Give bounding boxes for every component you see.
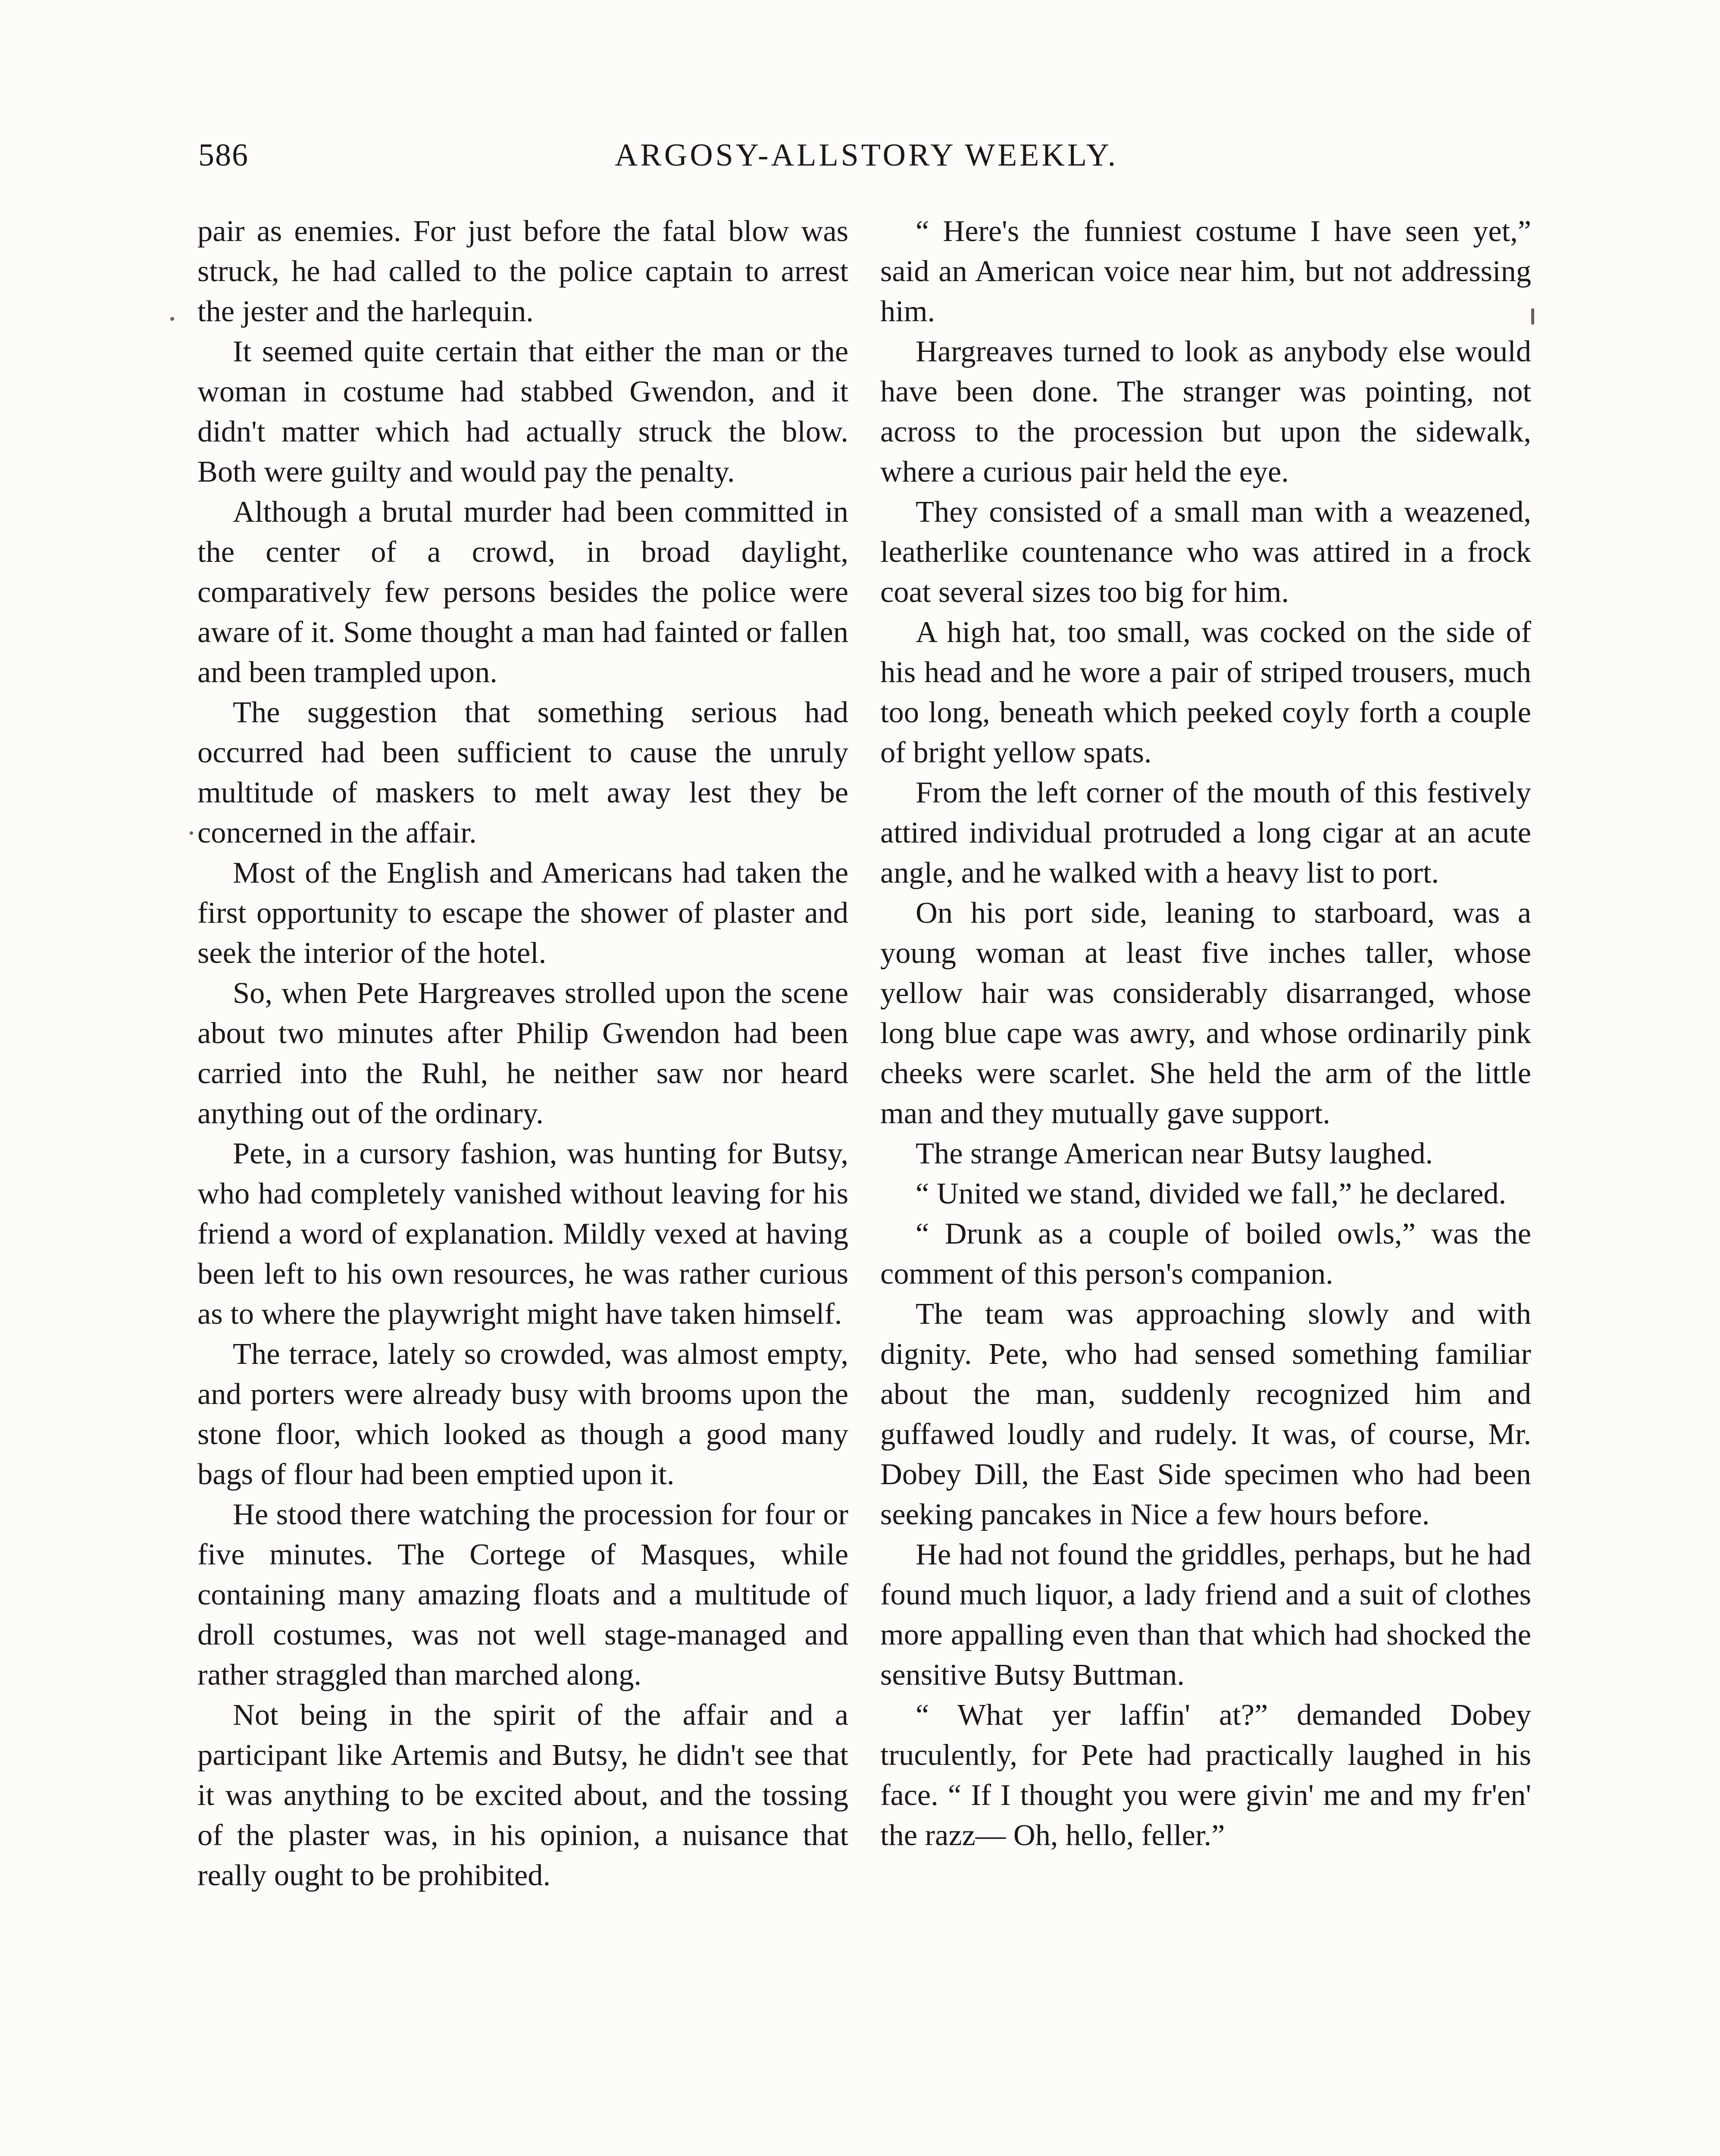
paragraph: The team was approaching slowly and with dignity. Pete, who had sensed something familiar about the man, suddenly recognized him and guffawed loudly and rudely. It was, of course, Mr. Dobey Dill, the East Side specimen who had been seeking pancakes in Nice a few hours before. [880, 1297, 1531, 1531]
paragraph: Not being in the spirit of the affair and a participant like Artemis and Butsy, he didn't see that it was anything to be excited about, and the tossing of the plaster was, in his opinion, a nuisance that really ought to be prohibited. [197, 1698, 848, 1892]
paragraph: They consisted of a small man with a weazened, leatherlike countenance who was attired in a frock coat several sizes too big for him. [880, 495, 1531, 609]
text-column-left [197, 211, 848, 1896]
ink-speck [170, 317, 174, 321]
page-number: 586 [198, 138, 249, 173]
paragraph: Although a brutal murder had been committed in the center of a crowd, in broad daylight, comparatively few persons besides the police were aware of it. Some thought a man had fainted or fallen and been trampled upon. [197, 495, 848, 689]
ink-speck [1531, 308, 1534, 325]
paragraph: The terrace, lately so crowded, was almost empty, and porters were already busy with brooms upon the stone floor, which looked as though a good many bags of flour had been emptied upon it. [197, 1337, 848, 1491]
page-header [198, 129, 1535, 181]
paragraph: A high hat, too small, was cocked on the side of his head and he wore a pair of striped trousers, much too long, beneath which peeked coyly forth a couple of bright yellow spats. [880, 615, 1531, 769]
paragraph: Most of the English and Americans had taken the first opportunity to escape the shower of plaster and seek the interior of the hotel. [197, 856, 848, 970]
running-head: ARGOSY-ALLSTORY WEEKLY. [614, 138, 1119, 173]
paragraph: It seemed quite certain that either the man or the woman in costume had stabbed Gwendon, and it didn't matter which had actually struck the blow. Both were guilty and would pay the penalty. [197, 335, 848, 489]
paragraph: “ Here's the funniest costume I have seen yet,” said an American voice near him, but not addressing him. [880, 214, 1531, 328]
paragraph: He had not found the griddles, perhaps, but he had found much liquor, a lady friend and a suit of clothes more appalling even than that which had shocked the sensitive Butsy Buttman. [880, 1538, 1531, 1692]
paragraph: pair as enemies. For just before the fatal blow was struck, he had called to the police captain to arrest the jester and the harlequin. [197, 214, 848, 328]
paragraph: “ United we stand, divided we fall,” he declared. [916, 1177, 1507, 1210]
paragraph: So, when Pete Hargreaves strolled upon the scene about two minutes after Philip Gwendon had been carried into the Ruhl, he neither saw nor heard anything out of the ordinary. [197, 976, 848, 1130]
paragraph: He stood there watching the procession for four or five minutes. The Cortege of Masques, while containing many amazing floats and a multitude of droll costumes, was not well stage-managed and rather straggled than marched along. [197, 1498, 848, 1692]
paragraph: From the left corner of the mouth of this festively attired individual protruded a long cigar at an acute angle, and he walked with a heavy list to port. [880, 776, 1531, 890]
paragraph: Pete, in a cursory fashion, was hunting for Butsy, who had completely vanished without leaving for his friend a word of explanation. Mildly vexed at having been left to his own resources, he was rather curious as to where the playwright might have taken himself. [197, 1137, 848, 1331]
paragraph: The strange American near Butsy laughed. [916, 1137, 1433, 1170]
text-column-right [880, 211, 1531, 1855]
ink-speck [190, 831, 193, 835]
paragraph: “ What yer laffin' at?” demanded Dobey truculently, for Pete had practically laughed in his face. “ If I thought you were givin' me and my fr'en' the razz— Oh, hello, feller.” [880, 1698, 1531, 1852]
paragraph: “ Drunk as a couple of boiled owls,” was the comment of this person's companion. [880, 1217, 1531, 1291]
paragraph: On his port side, leaning to starboard, was a young woman at least five inches taller, whose yellow hair was considerably disarranged, whose long blue cape was awry, and whose ordinarily pink cheeks were scarlet. She held the arm of the little man and they mutually gave support. [880, 896, 1531, 1130]
paragraph: Hargreaves turned to look as anybody else would have been done. The stranger was pointing, not across to the procession but upon the sidewalk, where a curious pair held the eye. [880, 335, 1531, 489]
paragraph: The suggestion that something serious had occurred had been sufficient to cause the unruly multitude of maskers to melt away lest they be concerned in the affair. [197, 696, 848, 849]
